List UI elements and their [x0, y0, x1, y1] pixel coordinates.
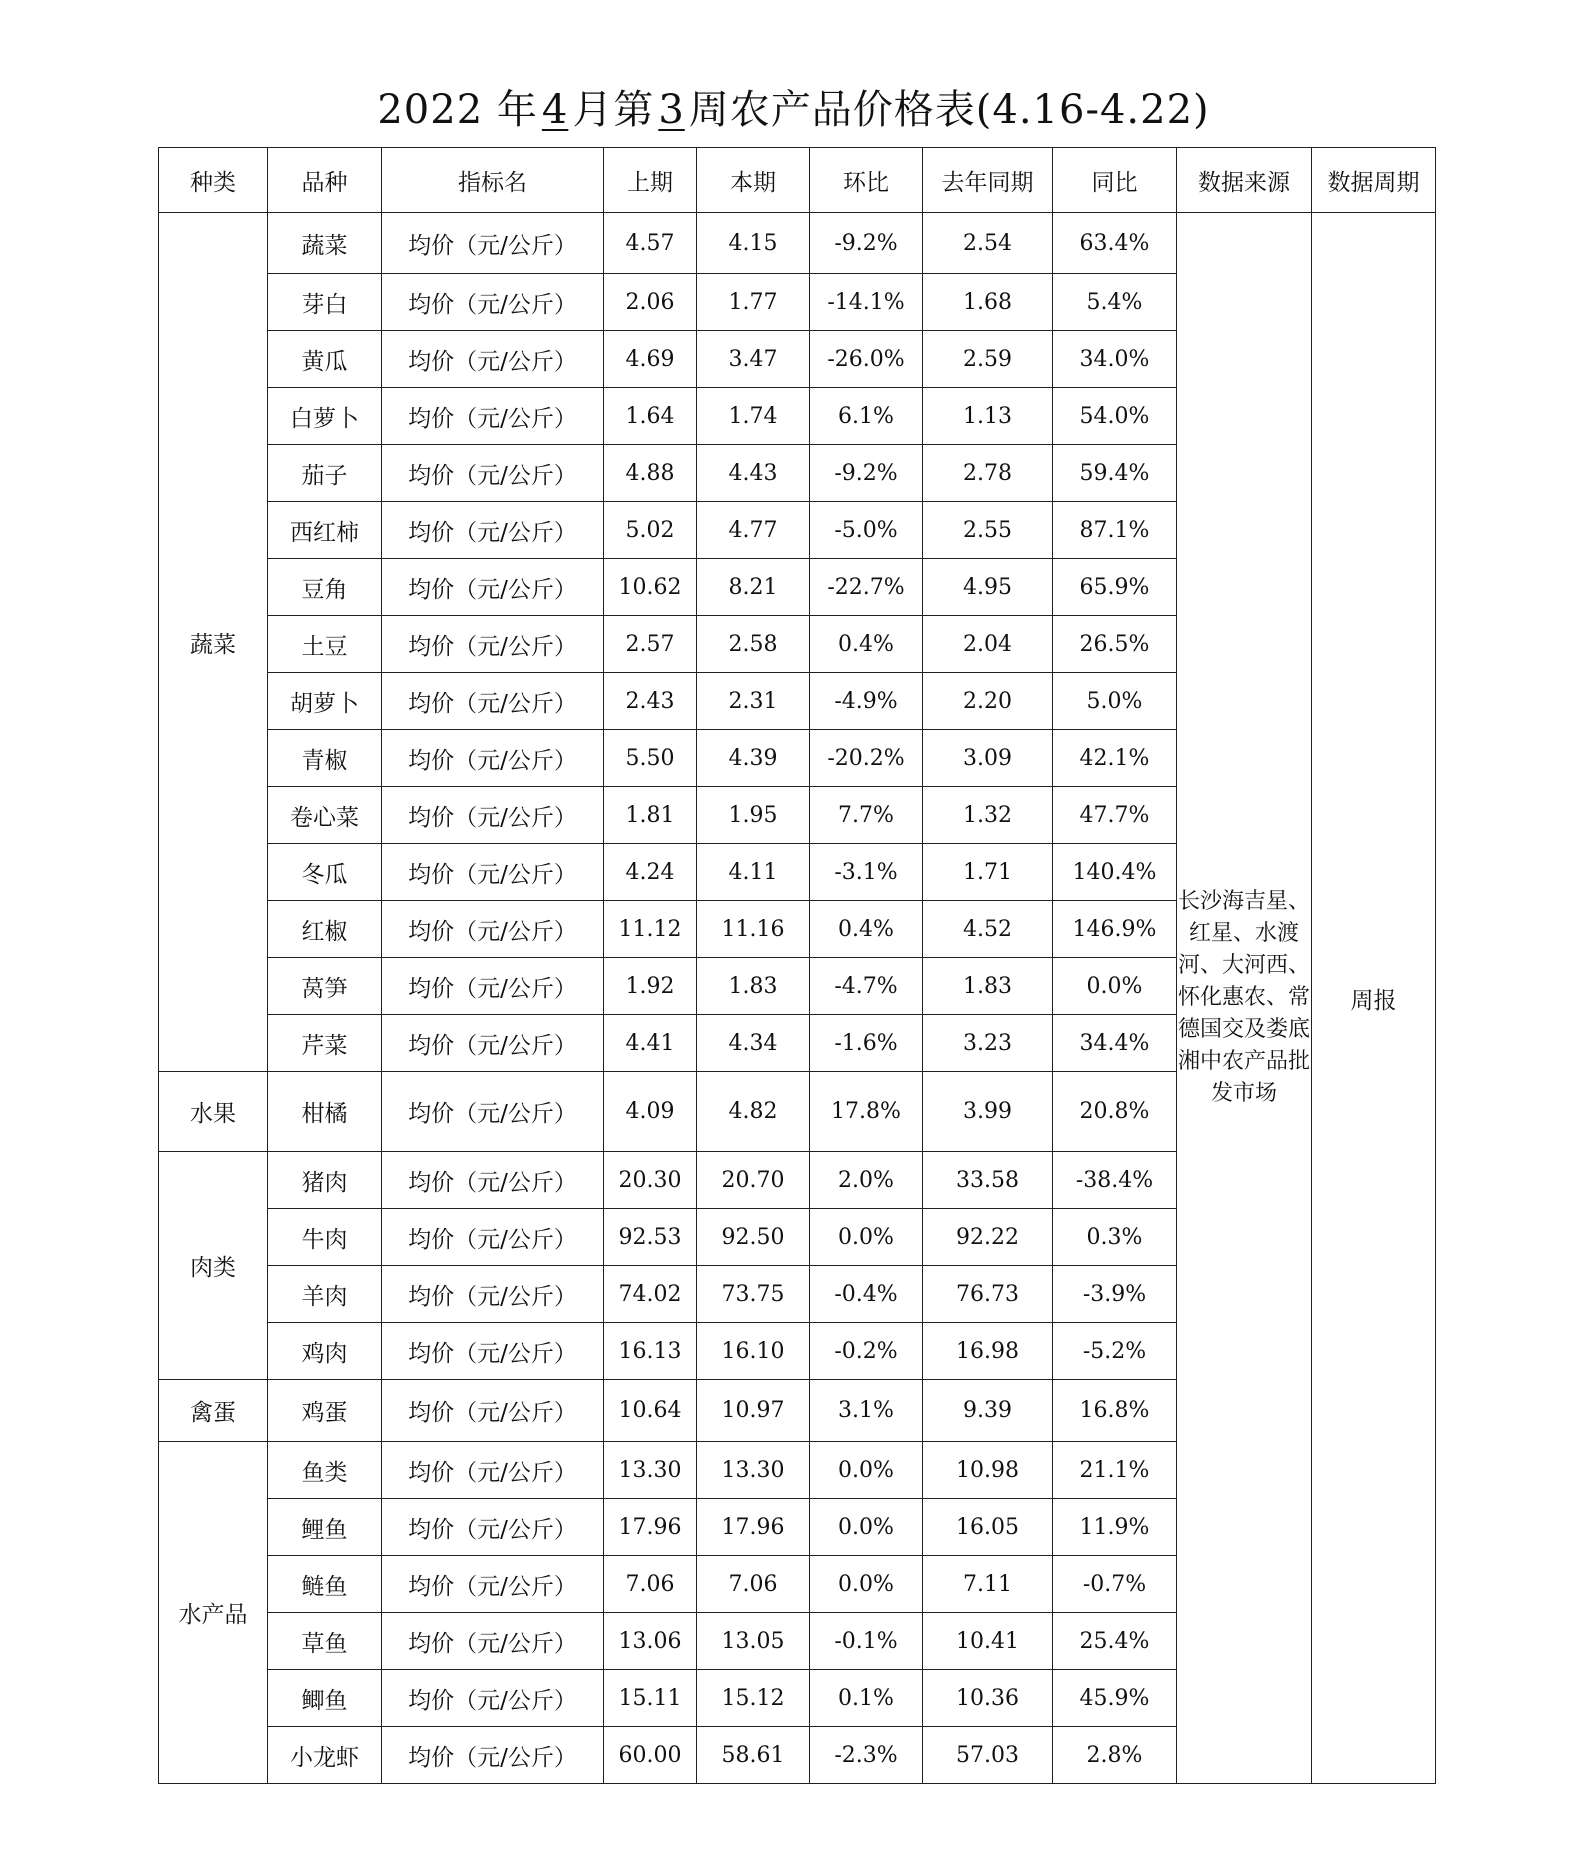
yoy-value-cell: 59.4% — [1053, 445, 1177, 502]
prev-value-cell: 92.53 — [604, 1209, 697, 1266]
variety-cell: 鱼类 — [268, 1442, 382, 1499]
yoy-value-cell: -0.7% — [1053, 1556, 1177, 1613]
last-year-value-cell: 7.11 — [923, 1556, 1053, 1613]
curr-value-cell: 4.34 — [697, 1015, 810, 1072]
page-title — [0, 78, 1587, 135]
variety-cell: 莴笋 — [268, 958, 382, 1015]
category-cell: 水果 — [159, 1072, 268, 1152]
title-month: 4 — [541, 87, 569, 133]
variety-cell: 鲫鱼 — [268, 1670, 382, 1727]
metric-cell: 均价（元/公斤） — [382, 787, 604, 844]
yoy-value-cell: 42.1% — [1053, 730, 1177, 787]
last-year-value-cell: 1.71 — [923, 844, 1053, 901]
yoy-value-cell: 11.9% — [1053, 1499, 1177, 1556]
yoy-value-cell: 0.0% — [1053, 958, 1177, 1015]
table-body — [159, 213, 1436, 1784]
variety-cell: 鲤鱼 — [268, 1499, 382, 1556]
prev-value-cell: 1.81 — [604, 787, 697, 844]
variety-cell: 卷心菜 — [268, 787, 382, 844]
prev-value-cell: 74.02 — [604, 1266, 697, 1323]
yoy-value-cell: 34.4% — [1053, 1015, 1177, 1072]
prev-value-cell: 4.24 — [604, 844, 697, 901]
data-period-cell: 周报 — [1312, 213, 1436, 1784]
last-year-value-cell: 2.54 — [923, 213, 1053, 274]
last-year-value-cell: 3.23 — [923, 1015, 1053, 1072]
last-year-value-cell: 3.99 — [923, 1072, 1053, 1152]
mom-value-cell: 0.0% — [810, 1556, 923, 1613]
variety-cell: 西红柿 — [268, 502, 382, 559]
yoy-value-cell: 34.0% — [1053, 331, 1177, 388]
metric-cell: 均价（元/公斤） — [382, 1209, 604, 1266]
variety-cell: 鸡肉 — [268, 1323, 382, 1380]
last-year-value-cell: 2.04 — [923, 616, 1053, 673]
data-source-cell: 长沙海吉星、红星、水渡河、大河西、怀化惠农、常德国交及娄底湘中农产品批发市场 — [1177, 213, 1312, 1784]
header-variety: 品种 — [268, 148, 382, 213]
yoy-value-cell: 87.1% — [1053, 502, 1177, 559]
header-prev: 上期 — [604, 148, 697, 213]
curr-value-cell: 13.30 — [697, 1442, 810, 1499]
variety-cell: 草鱼 — [268, 1613, 382, 1670]
prev-value-cell: 4.69 — [604, 331, 697, 388]
variety-cell: 猪肉 — [268, 1152, 382, 1209]
mom-value-cell: -4.9% — [810, 673, 923, 730]
variety-cell: 白萝卜 — [268, 388, 382, 445]
metric-cell: 均价（元/公斤） — [382, 1556, 604, 1613]
metric-cell: 均价（元/公斤） — [382, 844, 604, 901]
metric-cell: 均价（元/公斤） — [382, 1670, 604, 1727]
metric-cell: 均价（元/公斤） — [382, 1152, 604, 1209]
curr-value-cell: 4.43 — [697, 445, 810, 502]
last-year-value-cell: 1.83 — [923, 958, 1053, 1015]
category-cell: 禽蛋 — [159, 1380, 268, 1442]
last-year-value-cell: 16.05 — [923, 1499, 1053, 1556]
variety-cell: 鲢鱼 — [268, 1556, 382, 1613]
metric-cell: 均价（元/公斤） — [382, 1499, 604, 1556]
metric-cell: 均价（元/公斤） — [382, 1442, 604, 1499]
title-week-suffix: 周农产品价格表(4.16-4.22) — [688, 87, 1210, 133]
last-year-value-cell: 16.98 — [923, 1323, 1053, 1380]
metric-cell: 均价（元/公斤） — [382, 958, 604, 1015]
prev-value-cell: 11.12 — [604, 901, 697, 958]
prev-value-cell: 13.06 — [604, 1613, 697, 1670]
mom-value-cell: 0.0% — [810, 1499, 923, 1556]
curr-value-cell: 16.10 — [697, 1323, 810, 1380]
mom-value-cell: -20.2% — [810, 730, 923, 787]
last-year-value-cell: 2.20 — [923, 673, 1053, 730]
variety-cell: 芽白 — [268, 274, 382, 331]
yoy-value-cell: 0.3% — [1053, 1209, 1177, 1266]
yoy-value-cell: 5.0% — [1053, 673, 1177, 730]
yoy-value-cell: -5.2% — [1053, 1323, 1177, 1380]
header-mom: 环比 — [810, 148, 923, 213]
last-year-value-cell: 4.52 — [923, 901, 1053, 958]
prev-value-cell: 2.43 — [604, 673, 697, 730]
variety-cell: 小龙虾 — [268, 1727, 382, 1784]
curr-value-cell: 2.58 — [697, 616, 810, 673]
curr-value-cell: 15.12 — [697, 1670, 810, 1727]
variety-cell: 鸡蛋 — [268, 1380, 382, 1442]
mom-value-cell: 17.8% — [810, 1072, 923, 1152]
yoy-value-cell: 5.4% — [1053, 274, 1177, 331]
header-last-year: 去年同期 — [923, 148, 1053, 213]
curr-value-cell: 11.16 — [697, 901, 810, 958]
prev-value-cell: 60.00 — [604, 1727, 697, 1784]
prev-value-cell: 15.11 — [604, 1670, 697, 1727]
prev-value-cell: 5.50 — [604, 730, 697, 787]
last-year-value-cell: 3.09 — [923, 730, 1053, 787]
variety-cell: 黄瓜 — [268, 331, 382, 388]
category-cell: 蔬菜 — [159, 213, 268, 1072]
mom-value-cell: -26.0% — [810, 331, 923, 388]
last-year-value-cell: 57.03 — [923, 1727, 1053, 1784]
mom-value-cell: -14.1% — [810, 274, 923, 331]
prev-value-cell: 20.30 — [604, 1152, 697, 1209]
metric-cell: 均价（元/公斤） — [382, 331, 604, 388]
prev-value-cell: 5.02 — [604, 502, 697, 559]
metric-cell: 均价（元/公斤） — [382, 1380, 604, 1442]
last-year-value-cell: 92.22 — [923, 1209, 1053, 1266]
variety-cell: 土豆 — [268, 616, 382, 673]
yoy-value-cell: 20.8% — [1053, 1072, 1177, 1152]
curr-value-cell: 2.31 — [697, 673, 810, 730]
variety-cell: 牛肉 — [268, 1209, 382, 1266]
prev-value-cell: 2.57 — [604, 616, 697, 673]
last-year-value-cell: 10.36 — [923, 1670, 1053, 1727]
curr-value-cell: 3.47 — [697, 331, 810, 388]
header-category: 种类 — [159, 148, 268, 213]
mom-value-cell: -0.4% — [810, 1266, 923, 1323]
mom-value-cell: -22.7% — [810, 559, 923, 616]
last-year-value-cell: 2.78 — [923, 445, 1053, 502]
curr-value-cell: 4.15 — [697, 213, 810, 274]
metric-cell: 均价（元/公斤） — [382, 502, 604, 559]
header-row — [159, 148, 1436, 213]
table-row — [159, 213, 1436, 274]
metric-cell: 均价（元/公斤） — [382, 559, 604, 616]
curr-value-cell: 1.83 — [697, 958, 810, 1015]
variety-cell: 红椒 — [268, 901, 382, 958]
curr-value-cell: 4.39 — [697, 730, 810, 787]
prev-value-cell: 17.96 — [604, 1499, 697, 1556]
last-year-value-cell: 9.39 — [923, 1380, 1053, 1442]
yoy-value-cell: -38.4% — [1053, 1152, 1177, 1209]
metric-cell: 均价（元/公斤） — [382, 274, 604, 331]
header-period: 数据周期 — [1312, 148, 1436, 213]
yoy-value-cell: 65.9% — [1053, 559, 1177, 616]
metric-cell: 均价（元/公斤） — [382, 901, 604, 958]
mom-value-cell: 0.0% — [810, 1442, 923, 1499]
prev-value-cell: 2.06 — [604, 274, 697, 331]
prev-value-cell: 10.64 — [604, 1380, 697, 1442]
last-year-value-cell: 10.41 — [923, 1613, 1053, 1670]
last-year-value-cell: 2.59 — [923, 331, 1053, 388]
price-table — [158, 147, 1436, 1784]
last-year-value-cell: 1.13 — [923, 388, 1053, 445]
last-year-value-cell: 2.55 — [923, 502, 1053, 559]
variety-cell: 蔬菜 — [268, 213, 382, 274]
curr-value-cell: 17.96 — [697, 1499, 810, 1556]
prev-value-cell: 10.62 — [604, 559, 697, 616]
yoy-value-cell: 140.4% — [1053, 844, 1177, 901]
prev-value-cell: 7.06 — [604, 1556, 697, 1613]
curr-value-cell: 20.70 — [697, 1152, 810, 1209]
mom-value-cell: -2.3% — [810, 1727, 923, 1784]
yoy-value-cell: 54.0% — [1053, 388, 1177, 445]
curr-value-cell: 13.05 — [697, 1613, 810, 1670]
yoy-value-cell: 21.1% — [1053, 1442, 1177, 1499]
title-prefix: 2022 年 — [377, 87, 538, 133]
yoy-value-cell: 146.9% — [1053, 901, 1177, 958]
metric-cell: 均价（元/公斤） — [382, 673, 604, 730]
last-year-value-cell: 10.98 — [923, 1442, 1053, 1499]
header-yoy: 同比 — [1053, 148, 1177, 213]
last-year-value-cell: 76.73 — [923, 1266, 1053, 1323]
header-metric: 指标名 — [382, 148, 604, 213]
variety-cell: 胡萝卜 — [268, 673, 382, 730]
variety-cell: 冬瓜 — [268, 844, 382, 901]
last-year-value-cell: 1.68 — [923, 274, 1053, 331]
prev-value-cell: 4.09 — [604, 1072, 697, 1152]
prev-value-cell: 1.92 — [604, 958, 697, 1015]
metric-cell: 均价（元/公斤） — [382, 616, 604, 673]
variety-cell: 青椒 — [268, 730, 382, 787]
prev-value-cell: 4.88 — [604, 445, 697, 502]
curr-value-cell: 4.11 — [697, 844, 810, 901]
curr-value-cell: 8.21 — [697, 559, 810, 616]
last-year-value-cell: 4.95 — [923, 559, 1053, 616]
prev-value-cell: 4.57 — [604, 213, 697, 274]
curr-value-cell: 1.77 — [697, 274, 810, 331]
mom-value-cell: 0.0% — [810, 1209, 923, 1266]
curr-value-cell: 10.97 — [697, 1380, 810, 1442]
yoy-value-cell: 47.7% — [1053, 787, 1177, 844]
mom-value-cell: 6.1% — [810, 388, 923, 445]
mom-value-cell: 0.4% — [810, 901, 923, 958]
prev-value-cell: 1.64 — [604, 388, 697, 445]
yoy-value-cell: 16.8% — [1053, 1380, 1177, 1442]
title-week: 3 — [658, 87, 685, 133]
header-source: 数据来源 — [1177, 148, 1312, 213]
mom-value-cell: -9.2% — [810, 213, 923, 274]
last-year-value-cell: 33.58 — [923, 1152, 1053, 1209]
variety-cell: 柑橘 — [268, 1072, 382, 1152]
mom-value-cell: 2.0% — [810, 1152, 923, 1209]
title-month-suffix: 月第 — [572, 87, 655, 133]
yoy-value-cell: 25.4% — [1053, 1613, 1177, 1670]
mom-value-cell: -9.2% — [810, 445, 923, 502]
curr-value-cell: 73.75 — [697, 1266, 810, 1323]
category-cell: 肉类 — [159, 1152, 268, 1380]
mom-value-cell: -3.1% — [810, 844, 923, 901]
curr-value-cell: 4.82 — [697, 1072, 810, 1152]
prev-value-cell: 4.41 — [604, 1015, 697, 1072]
header-curr: 本期 — [697, 148, 810, 213]
mom-value-cell: 0.1% — [810, 1670, 923, 1727]
variety-cell: 豆角 — [268, 559, 382, 616]
variety-cell: 羊肉 — [268, 1266, 382, 1323]
metric-cell: 均价（元/公斤） — [382, 1323, 604, 1380]
curr-value-cell: 1.74 — [697, 388, 810, 445]
category-cell: 水产品 — [159, 1442, 268, 1784]
yoy-value-cell: 26.5% — [1053, 616, 1177, 673]
curr-value-cell: 58.61 — [697, 1727, 810, 1784]
metric-cell: 均价（元/公斤） — [382, 445, 604, 502]
prev-value-cell: 16.13 — [604, 1323, 697, 1380]
prev-value-cell: 13.30 — [604, 1442, 697, 1499]
variety-cell: 芹菜 — [268, 1015, 382, 1072]
mom-value-cell: -0.2% — [810, 1323, 923, 1380]
mom-value-cell: -0.1% — [810, 1613, 923, 1670]
metric-cell: 均价（元/公斤） — [382, 730, 604, 787]
mom-value-cell: 7.7% — [810, 787, 923, 844]
mom-value-cell: -5.0% — [810, 502, 923, 559]
metric-cell: 均价（元/公斤） — [382, 1266, 604, 1323]
mom-value-cell: 3.1% — [810, 1380, 923, 1442]
curr-value-cell: 4.77 — [697, 502, 810, 559]
mom-value-cell: 0.4% — [810, 616, 923, 673]
yoy-value-cell: 45.9% — [1053, 1670, 1177, 1727]
yoy-value-cell: -3.9% — [1053, 1266, 1177, 1323]
metric-cell: 均价（元/公斤） — [382, 1015, 604, 1072]
mom-value-cell: -1.6% — [810, 1015, 923, 1072]
yoy-value-cell: 63.4% — [1053, 213, 1177, 274]
metric-cell: 均价（元/公斤） — [382, 213, 604, 274]
metric-cell: 均价（元/公斤） — [382, 1613, 604, 1670]
metric-cell: 均价（元/公斤） — [382, 388, 604, 445]
metric-cell: 均价（元/公斤） — [382, 1727, 604, 1784]
yoy-value-cell: 2.8% — [1053, 1727, 1177, 1784]
curr-value-cell: 1.95 — [697, 787, 810, 844]
metric-cell: 均价（元/公斤） — [382, 1072, 604, 1152]
variety-cell: 茄子 — [268, 445, 382, 502]
last-year-value-cell: 1.32 — [923, 787, 1053, 844]
curr-value-cell: 7.06 — [697, 1556, 810, 1613]
curr-value-cell: 92.50 — [697, 1209, 810, 1266]
mom-value-cell: -4.7% — [810, 958, 923, 1015]
